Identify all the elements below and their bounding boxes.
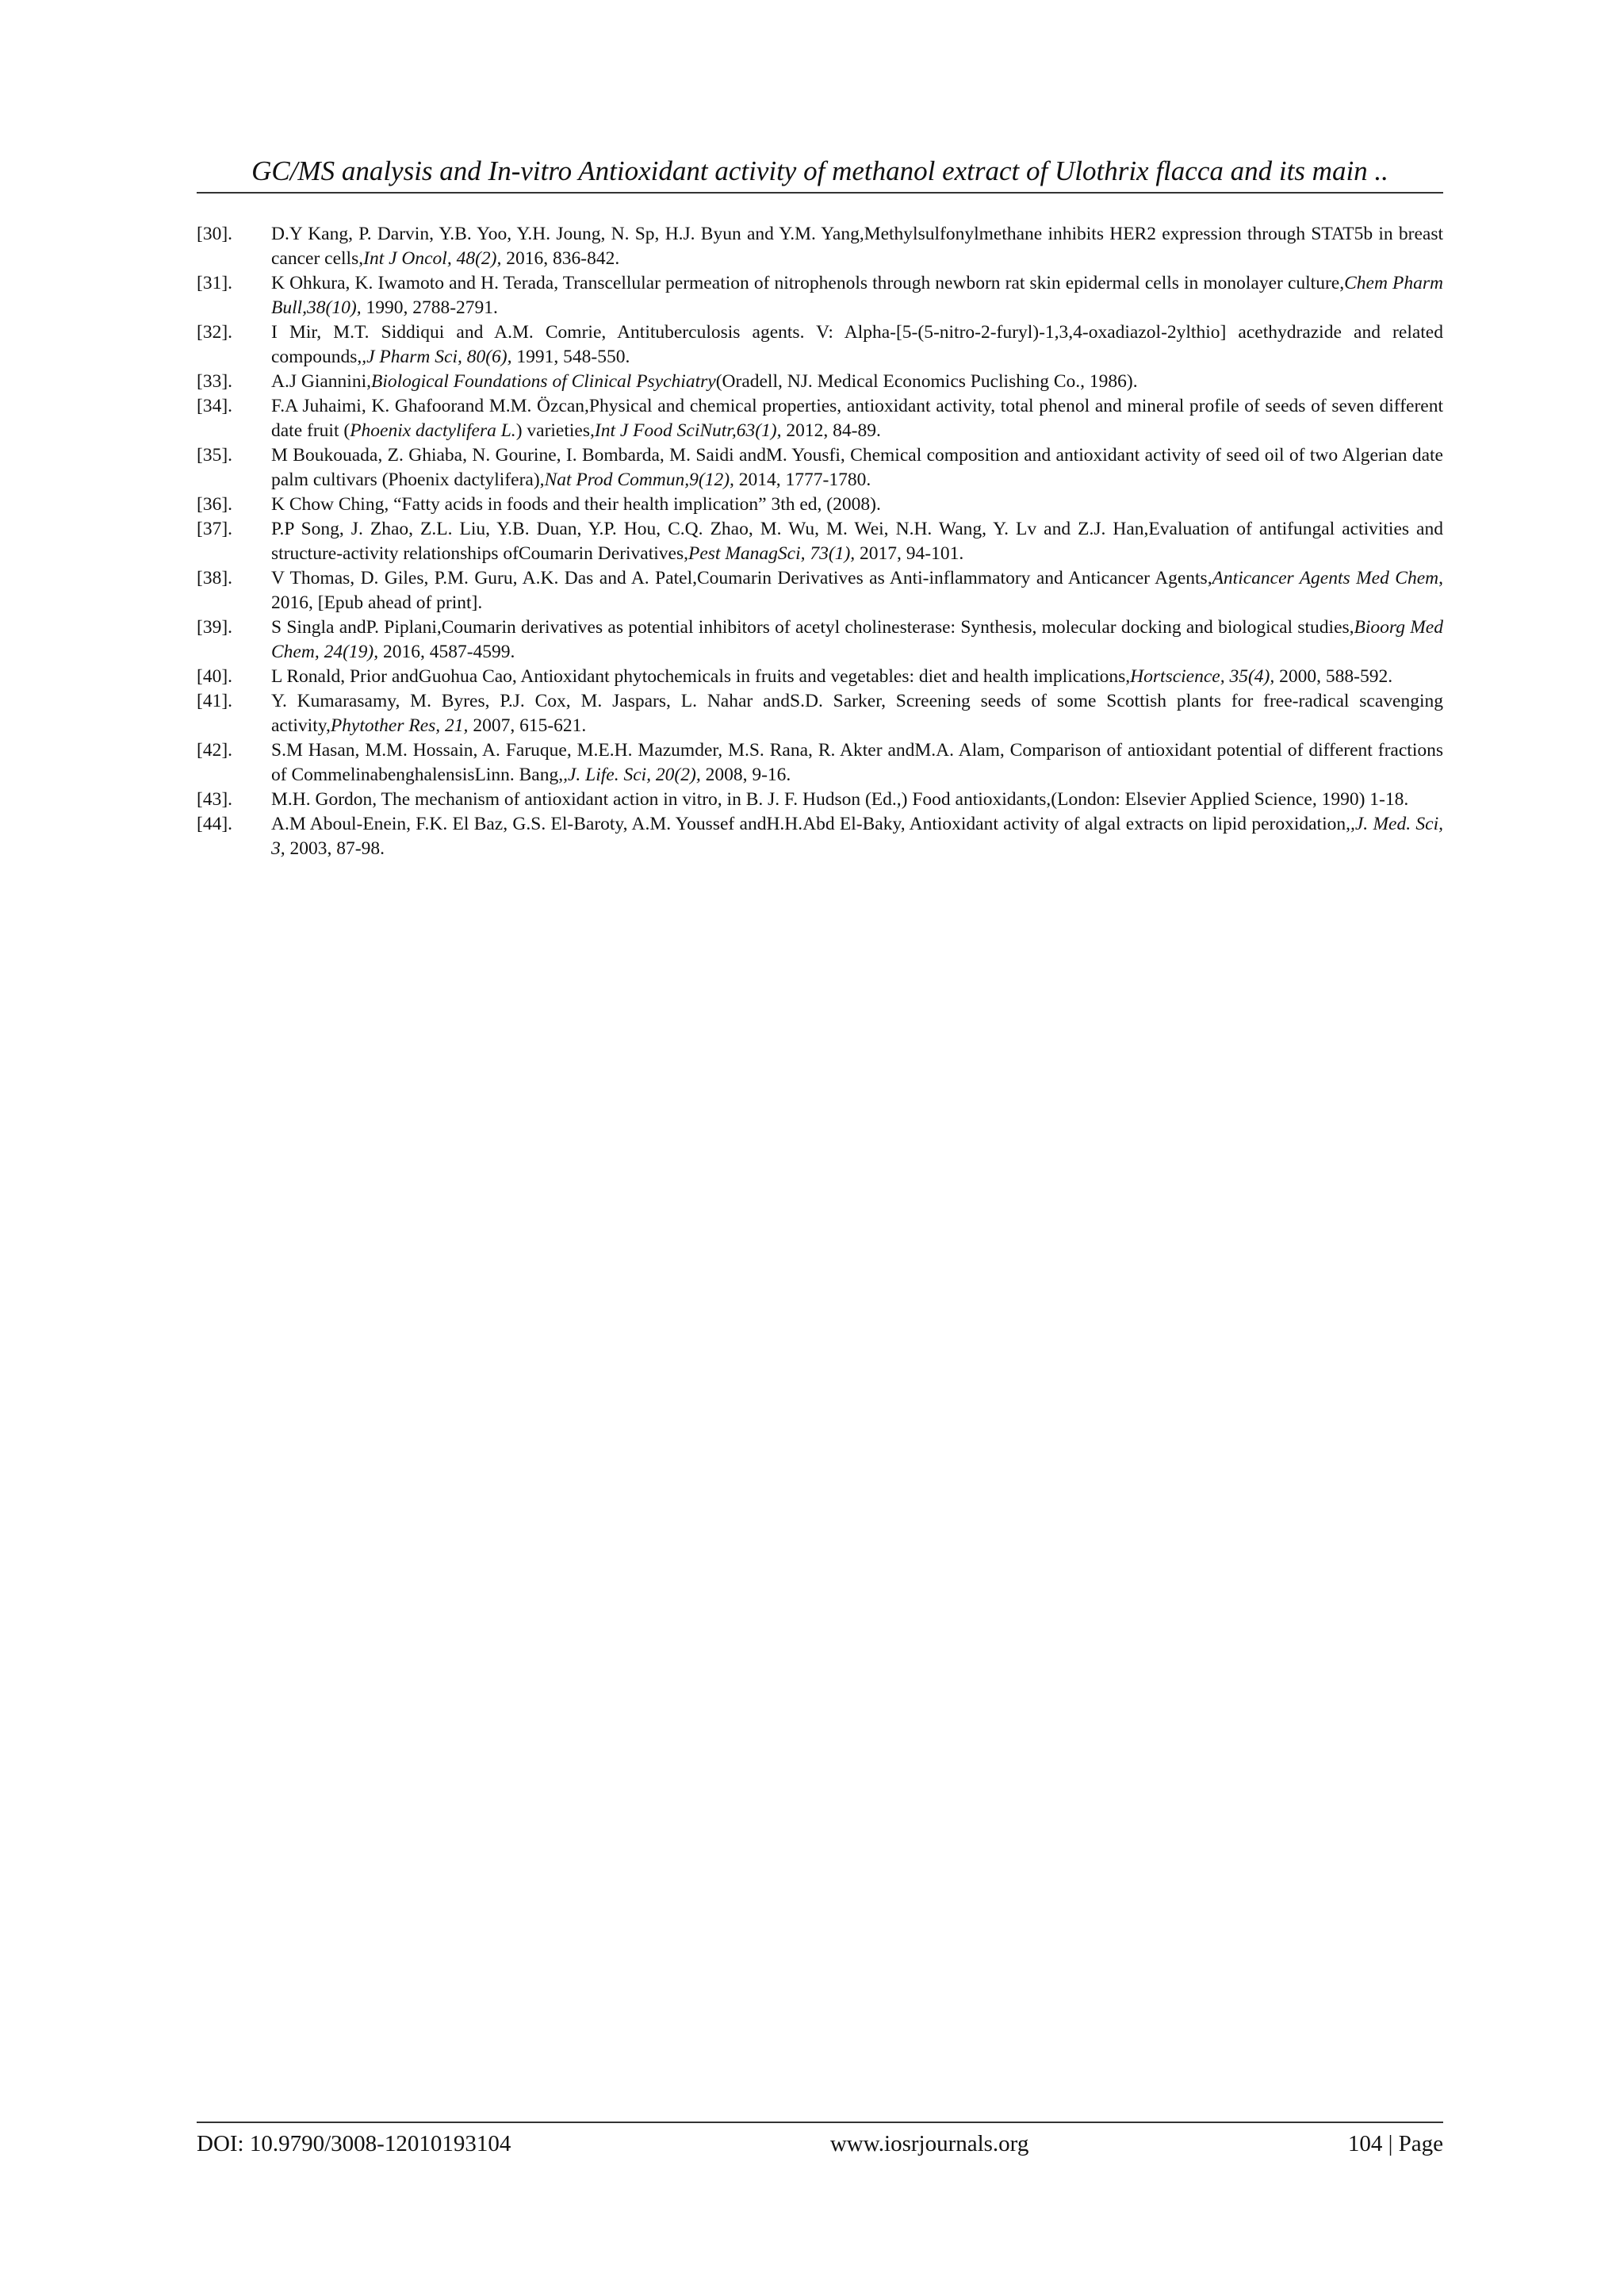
reference-item — [197, 493, 1443, 517]
reference-segment: A.J Giannini, — [271, 371, 371, 392]
reference-text — [271, 320, 1443, 370]
reference-source: Biological Foundations of Clinical Psychiatry — [370, 371, 716, 392]
reference-text — [271, 271, 1443, 320]
reference-segment: K Chow Ching, “Fatty acids in foods and their health implication” 3th ed, (2008). — [271, 494, 881, 515]
reference-segment: 2016, 836-842. — [501, 248, 620, 269]
reference-source: Int J Food SciNutr,63(1), — [594, 420, 782, 441]
reference-segment: 2000, 588-592. — [1274, 666, 1393, 687]
reference-source: Hortscience, 35(4), — [1130, 666, 1275, 687]
reference-text — [271, 370, 1443, 394]
reference-item — [197, 222, 1443, 271]
reference-item — [197, 517, 1443, 566]
reference-source: Bioorg Med Chem, 24(19), — [271, 617, 1443, 662]
reference-text — [271, 665, 1443, 689]
reference-text — [271, 222, 1443, 271]
reference-segment: 2016, 4587-4599. — [378, 642, 515, 662]
reference-segment: I Mir, M.T. Siddiqui and A.M. Comrie, Antituberculosis agents. V: Alpha-[5-(5-nitro-2-furyl)-1,3,4-oxadiazol-2ylthio] acethydrazide and related compounds, — [271, 322, 1443, 367]
reference-number: [30]. — [197, 224, 233, 244]
website-link[interactable]: www.iosrjournals.org — [829, 2131, 1029, 2156]
page-header — [197, 155, 1443, 194]
doi-text: DOI: 10.9790/3008-12010193104 — [197, 2131, 511, 2156]
reference-number: [34]. — [197, 396, 233, 416]
reference-segment: L Ronald, Prior andGuohua Cao, Antioxidant phytochemicals in fruits and vegetables: diet and health implications, — [271, 666, 1131, 687]
reference-segment: K Ohkura, K. Iwamoto and H. Terada, Transcellular permeation of nitrophenols through newborn rat skin epidermal cells in monolayer culture, — [271, 273, 1345, 293]
reference-segment: F.A Juhaimi, K. Ghafoorand M.M. Özcan,Physical and chemical properties, antioxidant activity, total phenol and mineral profile of seeds of seven different date fruit ( — [271, 396, 1443, 441]
reference-number: [40]. — [197, 666, 233, 687]
reference-item — [197, 443, 1443, 493]
reference-source: ,J. Life. Sci, 20(2), — [563, 765, 701, 785]
reference-segment: 2008, 9-16. — [700, 765, 791, 785]
reference-segment: 2003, 87-98. — [285, 838, 385, 859]
reference-segment: 1990, 2788-2791. — [361, 297, 498, 318]
reference-source: Nat Prod Commun,9(12), — [544, 470, 734, 490]
reference-text — [271, 517, 1443, 566]
reference-item — [197, 370, 1443, 394]
reference-item — [197, 788, 1443, 812]
reference-segment: V Thomas, D. Giles, P.M. Guru, A.K. Das and A. Patel,Coumarin Derivatives as Anti-inflammatory and Anticancer Agents, — [271, 568, 1212, 588]
reference-segment: A.M Aboul-Enein, F.K. El Baz, G.S. El-Baroty, A.M. Youssef andH.H.Abd El-Baky, Antioxidant activity of algal extracts on lipid peroxidation, — [271, 814, 1350, 834]
reference-segment: 2007, 615-621. — [468, 715, 587, 736]
reference-item — [197, 566, 1443, 615]
reference-item — [197, 738, 1443, 788]
reference-source: ,J Pharm Sci, 80(6), — [362, 347, 512, 367]
reference-segment: M.H. Gordon, The mechanism of antioxidant action in vitro, in B. J. F. Hudson (Ed.,) Food antioxidants,(London: Elsevier Applied Science, 1990) 1-18. — [271, 789, 1409, 810]
reference-source: Anticancer Agents Med Chem — [1212, 568, 1439, 588]
reference-text — [271, 443, 1443, 493]
reference-number: [32]. — [197, 322, 233, 343]
reference-source: ,J. Med. Sci, 3, — [271, 814, 1443, 859]
reference-segment: ) varieties, — [515, 420, 595, 441]
reference-item — [197, 689, 1443, 738]
reference-number: [43]. — [197, 789, 233, 810]
reference-item — [197, 394, 1443, 443]
reference-item — [197, 320, 1443, 370]
reference-item — [197, 665, 1443, 689]
reference-source: Phytother Res, 21, — [330, 715, 469, 736]
reference-number: [38]. — [197, 568, 233, 588]
reference-text — [271, 689, 1443, 738]
reference-text — [271, 738, 1443, 788]
reference-text — [271, 615, 1443, 665]
reference-text — [271, 788, 1443, 812]
reference-number: [33]. — [197, 371, 233, 392]
reference-item — [197, 812, 1443, 861]
reference-number: [44]. — [197, 814, 233, 834]
page-footer — [197, 2122, 1443, 2157]
reference-text — [271, 566, 1443, 615]
reference-number: [39]. — [197, 617, 233, 638]
reference-text — [271, 394, 1443, 443]
reference-number: [36]. — [197, 494, 233, 515]
reference-segment: (Oradell, NJ. Medical Economics Puclishing Co., 1986). — [715, 371, 1138, 392]
reference-segment: 2012, 84-89. — [781, 420, 881, 441]
reference-segment: 1991, 548-550. — [511, 347, 630, 367]
reference-segment: S.M Hasan, M.M. Hossain, A. Faruque, M.E.H. Mazumder, M.S. Rana, R. Akter andM.A. Alam, Comparison of antioxidant potential of different fractions of CommelinabenghalensisLinn. Bang, — [271, 740, 1443, 785]
page-number: 104 | Page — [1347, 2131, 1443, 2156]
reference-number: [37]. — [197, 519, 233, 539]
reference-source: Phoenix dactylifera L. — [350, 420, 516, 441]
reference-list — [197, 222, 1443, 861]
reference-segment: S Singla andP. Piplani,Coumarin derivatives as potential inhibitors of acetyl cholinesterase: Synthesis, molecular docking and biological studies, — [271, 617, 1354, 638]
reference-source: Int J Oncol, 48(2), — [363, 248, 502, 269]
reference-text — [271, 812, 1443, 861]
reference-number: [35]. — [197, 445, 233, 466]
reference-number: [31]. — [197, 273, 233, 293]
reference-segment: 2014, 1777-1780. — [733, 470, 871, 490]
reference-item — [197, 271, 1443, 320]
reference-source: Chem Pharm Bull,38(10), — [271, 273, 1443, 318]
reference-number: [42]. — [197, 740, 233, 761]
reference-item — [197, 615, 1443, 665]
running-title: GC/MS analysis and In-vitro Antioxidant activity of methanol extract of Ulothrix flacca and its main .. — [251, 155, 1388, 186]
reference-number: [41]. — [197, 691, 233, 711]
reference-segment: D.Y Kang, P. Darvin, Y.B. Yoo, Y.H. Joung, N. Sp, H.J. Byun and Y.M. Yang,Methylsulfonylmethane inhibits HER2 expression through STAT5b in breast cancer cells, — [271, 224, 1443, 269]
reference-text — [271, 493, 1443, 517]
reference-segment: 2017, 94-101. — [855, 543, 964, 564]
reference-segment: Y. Kumarasamy, M. Byres, P.J. Cox, M. Jaspars, L. Nahar andS.D. Sarker, Screening seeds of some Scottish plants for free-radical scavenging activity, — [271, 691, 1443, 736]
reference-segment: , 2016, [Epub ahead of print]. — [271, 568, 1443, 613]
reference-segment: P.P Song, J. Zhao, Z.L. Liu, Y.B. Duan, Y.P. Hou, C.Q. Zhao, M. Wu, M. Wei, N.H. Wang, Y. Lv and Z.J. Han,Evaluation of antifungal activities and structure-activity relationships ofCoumarin Derivatives, — [271, 519, 1443, 564]
reference-source: Pest ManagSci, 73(1), — [688, 543, 856, 564]
reference-segment: M Boukouada, Z. Ghiaba, N. Gourine, I. Bombarda, M. Saidi andM. Yousfi, Chemical composition and antioxidant activity of seed oil of two Algerian date palm cultivars (Phoenix dactylifera), — [271, 445, 1443, 490]
